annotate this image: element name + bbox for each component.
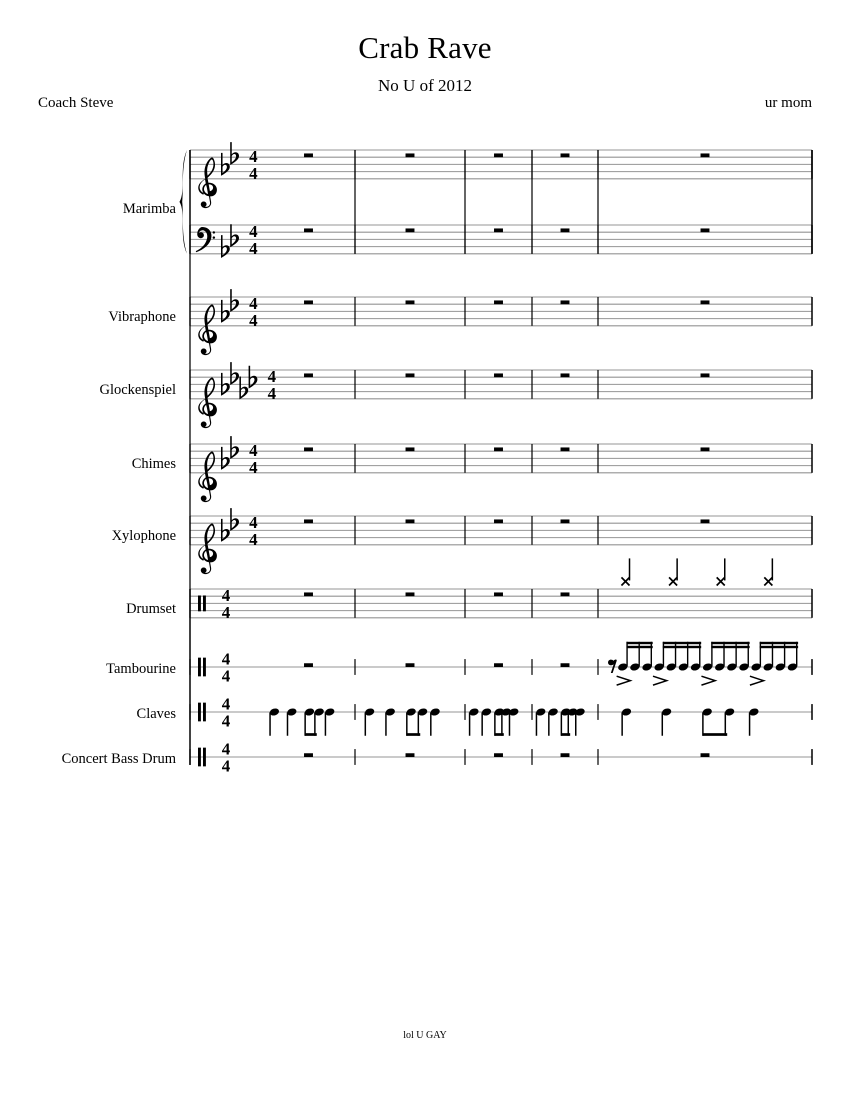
- measure: [701, 447, 710, 451]
- treble-clef-glyph: [198, 451, 217, 502]
- key-signature: [221, 508, 239, 542]
- flat-glyph: [221, 519, 230, 542]
- time-signature-numerator: 4: [221, 649, 231, 669]
- eighth-rest: [608, 660, 617, 673]
- staff-label-xylophone: Xylophone: [111, 528, 176, 544]
- perc-clef-bar: [198, 703, 201, 722]
- whole-rest: [701, 300, 710, 304]
- perc-clef-bar: [198, 658, 201, 677]
- time-signature-numerator: 4: [221, 739, 231, 759]
- measure: [608, 642, 798, 685]
- whole-rest: [561, 592, 570, 596]
- flat-glyph: [249, 366, 258, 389]
- staff-part-claves-0: [190, 694, 812, 735]
- measure: [304, 300, 313, 304]
- staff-label-concert-bass-drum: Concert Bass Drum: [61, 751, 176, 767]
- beam: [663, 642, 701, 644]
- measure: [406, 519, 415, 523]
- flat-accidental-icon: [221, 519, 230, 542]
- staff-chimes: [190, 436, 812, 502]
- flat-glyph: [230, 289, 239, 312]
- measure: [406, 228, 415, 232]
- flat-accidental-icon: [221, 447, 230, 470]
- measure: [406, 753, 415, 757]
- whole-rest: [494, 663, 503, 667]
- measure: [406, 373, 415, 377]
- beam: [702, 733, 727, 736]
- flat-accidental-icon: [221, 153, 230, 176]
- whole-rest: [406, 300, 415, 304]
- time-signature-denominator: 4: [249, 310, 258, 330]
- measure: [494, 663, 503, 667]
- measure: [304, 592, 313, 596]
- x-notehead: [621, 577, 629, 585]
- measure-notes: [608, 642, 798, 685]
- whole-rest: [561, 300, 570, 304]
- beam: [711, 646, 749, 648]
- measure: [406, 592, 415, 596]
- staff-tambourine: [190, 642, 812, 686]
- eighth-rest-glyph: [608, 660, 617, 673]
- whole-rest: [304, 592, 313, 596]
- measure: [494, 592, 503, 596]
- whole-rest: [561, 663, 570, 667]
- measure: [561, 300, 570, 304]
- key-signature: [221, 436, 239, 470]
- staff-part-drumset-0: [190, 558, 812, 621]
- treble-clef-icon: [198, 304, 217, 355]
- whole-rest: [406, 373, 415, 377]
- whole-rest: [304, 519, 313, 523]
- accent-glyph: [750, 676, 764, 685]
- measure: [561, 228, 570, 232]
- staff-label-glockenspiel: Glockenspiel: [99, 382, 176, 398]
- beam: [494, 733, 503, 736]
- measure: [406, 153, 415, 157]
- flat-accidental-icon: [249, 366, 258, 389]
- flat-accidental-icon: [230, 508, 239, 531]
- measure: [406, 447, 415, 451]
- perc-clef-bar: [203, 703, 206, 722]
- x-notehead: [717, 577, 725, 585]
- flat-accidental-icon: [230, 436, 239, 459]
- time-signature: [222, 649, 231, 685]
- treble-clef-glyph: [198, 377, 217, 428]
- time-signature-numerator: 4: [221, 585, 231, 605]
- beam: [760, 646, 798, 648]
- flat-glyph: [230, 508, 239, 531]
- staff-label-tambourine: Tambourine: [106, 661, 176, 677]
- staff-label-chimes: Chimes: [131, 456, 176, 472]
- whole-rest: [701, 753, 710, 757]
- accent-articulation: [617, 676, 631, 685]
- composer-credit-right: ur mom: [764, 95, 812, 111]
- time-signature: [222, 694, 231, 730]
- measure: [494, 519, 503, 523]
- staff-brace: [180, 150, 188, 254]
- measure: [304, 153, 313, 157]
- beam: [406, 733, 420, 736]
- whole-rest: [406, 753, 415, 757]
- measure: [494, 447, 503, 451]
- time-signature: [249, 222, 258, 258]
- perc-clef-bar: [203, 748, 206, 767]
- staff-part-marimba-0: [190, 142, 812, 208]
- treble-clef-glyph: [198, 304, 217, 355]
- flat-glyph: [221, 447, 230, 470]
- treble-clef-glyph: [198, 157, 217, 208]
- measure: [561, 592, 570, 596]
- staff-label-vibraphone: Vibraphone: [108, 309, 176, 325]
- flat-accidental-icon: [230, 362, 239, 385]
- staff-part-marimba-1: [190, 222, 812, 258]
- flat-accidental-icon: [230, 224, 239, 247]
- staff-concert-bass-drum: [190, 739, 812, 775]
- measure: [406, 663, 415, 667]
- time-signature-numerator: 4: [267, 366, 277, 386]
- whole-rest: [304, 753, 313, 757]
- staff-label-marimba: Marimba: [122, 201, 176, 217]
- time-signature-numerator: 4: [249, 293, 258, 313]
- measure: [494, 753, 503, 757]
- measure: [561, 153, 570, 157]
- whole-rest: [561, 519, 570, 523]
- measure: [304, 753, 313, 757]
- whole-rest: [406, 153, 415, 157]
- time-signature-denominator: 4: [249, 529, 258, 549]
- measure: [494, 300, 503, 304]
- measure: [494, 373, 503, 377]
- time-signature-numerator: 4: [249, 146, 258, 166]
- time-signature: [268, 367, 277, 403]
- whole-rest: [701, 447, 710, 451]
- beam: [561, 733, 570, 736]
- measure: [304, 373, 313, 377]
- time-signature-denominator: 4: [221, 756, 231, 776]
- whole-rest: [406, 228, 415, 232]
- measure: [561, 519, 570, 523]
- beam: [663, 646, 701, 648]
- key-signature: [221, 224, 239, 258]
- staff-label-drumset: Drumset: [126, 601, 176, 617]
- whole-rest: [494, 519, 503, 523]
- accent-articulation: [653, 676, 667, 685]
- whole-rest: [494, 153, 503, 157]
- flat-glyph: [239, 377, 248, 400]
- measure: [494, 153, 503, 157]
- whole-rest: [561, 373, 570, 377]
- perc-clef-bar: [203, 658, 206, 677]
- flat-glyph: [221, 235, 230, 258]
- key-signature: [221, 362, 257, 399]
- whole-rest: [494, 753, 503, 757]
- time-signature: [222, 586, 231, 622]
- staff-part-chimes-0: [190, 436, 812, 502]
- treble-clef-icon: [198, 451, 217, 502]
- staff-drumset: [190, 558, 812, 621]
- whole-rest: [406, 519, 415, 523]
- measure: [561, 753, 570, 757]
- measure: [494, 228, 503, 232]
- staff-label-claves: Claves: [136, 706, 176, 722]
- accent-articulation: [701, 676, 715, 685]
- whole-rest: [494, 228, 503, 232]
- whole-rest: [304, 228, 313, 232]
- whole-rest: [406, 663, 415, 667]
- whole-rest: [304, 663, 313, 667]
- perc-clef-bar: [203, 595, 206, 611]
- whole-rest: [561, 153, 570, 157]
- staff-marimba: [180, 142, 813, 258]
- measure: [701, 753, 710, 757]
- treble-clef-icon: [198, 377, 217, 428]
- beam: [760, 642, 798, 644]
- time-signature-denominator: 4: [221, 602, 231, 622]
- treble-clef-icon: [198, 157, 217, 208]
- whole-rest: [494, 447, 503, 451]
- measure: [304, 663, 313, 667]
- measure: [701, 228, 710, 232]
- brace-glyph: [180, 150, 188, 254]
- measure: [304, 228, 313, 232]
- staff-xylophone: [190, 508, 812, 574]
- flat-accidental-icon: [230, 142, 239, 165]
- time-signature-denominator: 4: [267, 383, 277, 403]
- staff-part-glockenspiel-0: [190, 362, 812, 428]
- accent-glyph: [653, 676, 667, 685]
- x-notehead: [669, 577, 677, 585]
- key-signature: [221, 289, 239, 323]
- whole-rest: [701, 519, 710, 523]
- treble-clef-glyph: [198, 523, 217, 574]
- staff-claves: [190, 694, 812, 735]
- whole-rest: [494, 373, 503, 377]
- time-signature: [249, 513, 258, 549]
- time-signature-denominator: 4: [221, 666, 231, 686]
- time-signature-denominator: 4: [249, 163, 258, 183]
- measure: [304, 447, 313, 451]
- flat-glyph: [221, 300, 230, 323]
- flat-glyph: [221, 153, 230, 176]
- time-signature-numerator: 4: [249, 221, 258, 241]
- measure: [701, 300, 710, 304]
- whole-rest: [304, 447, 313, 451]
- whole-rest: [701, 228, 710, 232]
- time-signature-denominator: 4: [221, 711, 231, 731]
- whole-rest: [561, 753, 570, 757]
- whole-rest: [304, 373, 313, 377]
- staff-vibraphone: [190, 289, 812, 355]
- whole-rest: [406, 447, 415, 451]
- time-signature: [249, 441, 258, 477]
- perc-clef-bar: [198, 748, 201, 767]
- measure: [701, 519, 710, 523]
- flat-glyph: [230, 142, 239, 165]
- flat-accidental-icon: [221, 300, 230, 323]
- measure: [304, 519, 313, 523]
- beam: [305, 733, 317, 736]
- time-signature-denominator: 4: [249, 457, 258, 477]
- time-signature-numerator: 4: [249, 440, 258, 460]
- accent-articulation: [750, 676, 764, 685]
- whole-rest: [701, 153, 710, 157]
- flat-accidental-icon: [230, 289, 239, 312]
- staff-part-tambourine-0: [190, 642, 812, 686]
- whole-rest: [304, 153, 313, 157]
- arranger-credit-left: Coach Steve: [38, 95, 114, 111]
- time-signature: [249, 147, 258, 183]
- staff-part-vibraphone-0: [190, 289, 812, 355]
- beam: [626, 646, 652, 648]
- flat-glyph: [221, 373, 230, 396]
- measure: [406, 300, 415, 304]
- measure: [561, 373, 570, 377]
- flat-glyph: [230, 436, 239, 459]
- bass-clef-dot: [213, 231, 215, 233]
- measure: [561, 447, 570, 451]
- whole-rest: [304, 300, 313, 304]
- measure: [561, 663, 570, 667]
- perc-clef-bar: [198, 595, 201, 611]
- measure: [701, 373, 710, 377]
- key-signature: [221, 142, 239, 176]
- page-footer-text: lol U GAY: [403, 1030, 447, 1041]
- whole-rest: [561, 228, 570, 232]
- flat-accidental-icon: [221, 373, 230, 396]
- staff-part-concert-bass-drum-0: [190, 739, 812, 775]
- beam: [711, 642, 749, 644]
- x-notehead: [764, 577, 772, 585]
- measure: [621, 558, 772, 585]
- beam: [626, 642, 652, 644]
- time-signature-numerator: 4: [249, 512, 258, 532]
- whole-rest: [701, 373, 710, 377]
- accent-glyph: [701, 676, 715, 685]
- time-signature-denominator: 4: [249, 238, 258, 258]
- measure: [701, 153, 710, 157]
- time-signature: [222, 739, 231, 775]
- treble-clef-icon: [198, 523, 217, 574]
- whole-rest: [406, 592, 415, 596]
- page-title: Crab Rave: [358, 30, 492, 65]
- staff-part-xylophone-0: [190, 508, 812, 574]
- whole-rest: [561, 447, 570, 451]
- time-signature: [249, 294, 258, 330]
- measure-notes: [621, 558, 772, 585]
- whole-rest: [494, 300, 503, 304]
- time-signature-numerator: 4: [221, 694, 231, 714]
- flat-glyph: [230, 362, 239, 385]
- flat-accidental-icon: [221, 235, 230, 258]
- flat-glyph: [230, 224, 239, 247]
- page-subtitle: No U of 2012: [378, 76, 472, 95]
- flat-accidental-icon: [239, 377, 248, 400]
- accent-glyph: [617, 676, 631, 685]
- whole-rest: [494, 592, 503, 596]
- staff-glockenspiel: [190, 362, 812, 428]
- bass-clef-dot: [213, 236, 215, 238]
